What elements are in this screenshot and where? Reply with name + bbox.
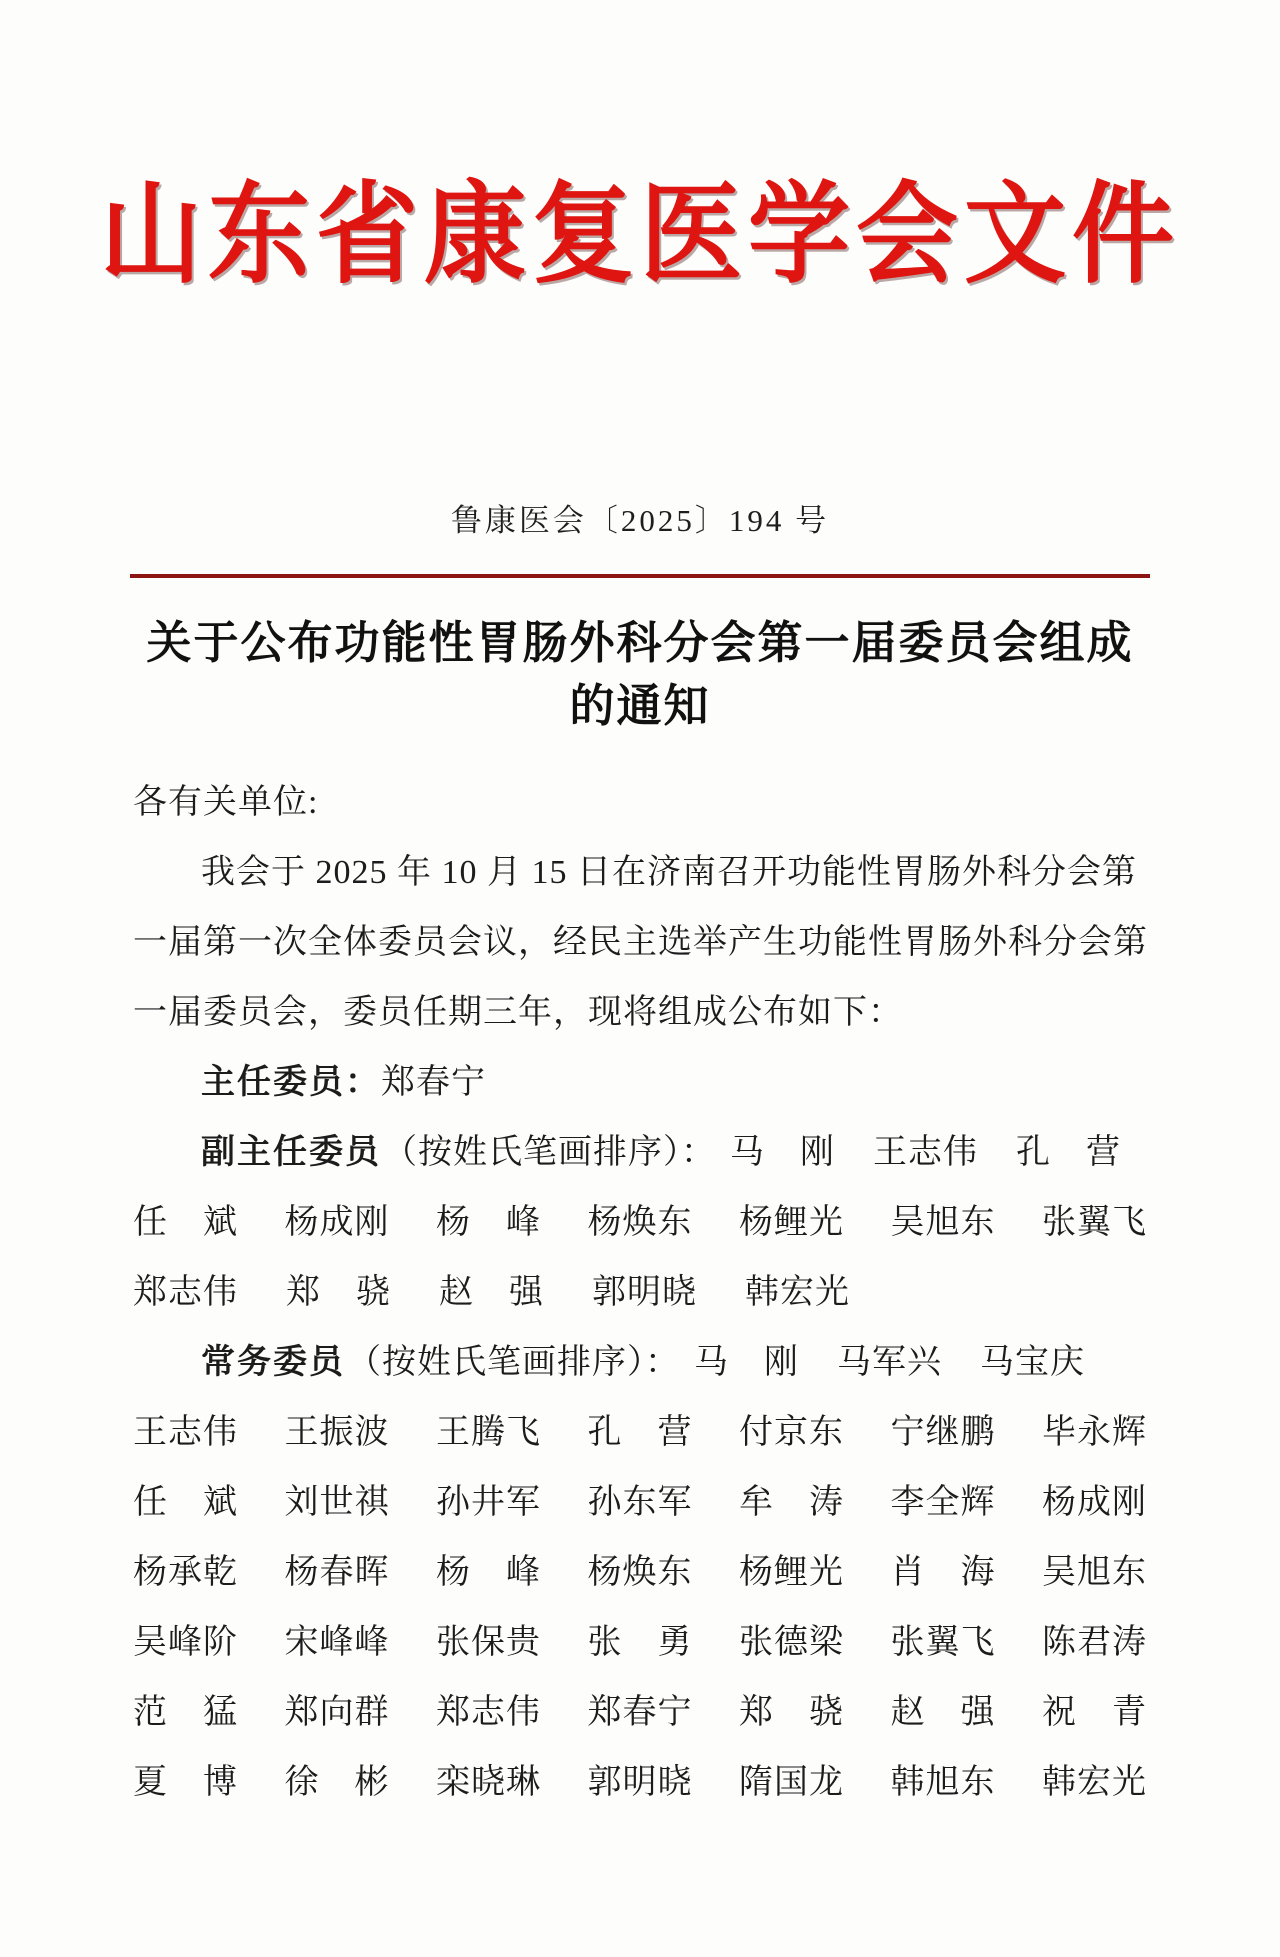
member-name: 吴峰阶 — [133, 1624, 238, 1661]
member-name: 韩宏光 — [745, 1274, 850, 1311]
member-name: 杨承乾 — [133, 1554, 238, 1591]
member-name: 杨焕东 — [587, 1554, 693, 1591]
chairman-name: 郑春宁 — [381, 1064, 486, 1101]
member-name: 夏 博 — [133, 1764, 238, 1801]
doc-title-line2: 的通知 — [569, 681, 711, 731]
doc-title-line1: 关于公布功能性胃肠外科分会第一届委员会组成 — [146, 618, 1134, 668]
member-name: 孙井军 — [436, 1484, 541, 1521]
member-name: 马 刚 — [694, 1344, 799, 1381]
standing-committee-label: 常务委员 — [201, 1344, 345, 1381]
member-name: 吴旭东 — [890, 1204, 996, 1241]
vice-chairmen-sort-note: （按姓氏笔画排序）： — [383, 1134, 716, 1171]
member-name: 杨鲤光 — [739, 1554, 844, 1591]
member-name: 杨春晖 — [284, 1554, 390, 1591]
vice-chairmen-header-line — [133, 1118, 1147, 1188]
member-name: 杨成刚 — [1042, 1484, 1147, 1521]
standing-committee-row-2 — [133, 1468, 1147, 1538]
member-name: 肖 海 — [890, 1554, 996, 1591]
paragraph-line-1: 我会于 2025 年 10 月 15 日在济南召开功能性胃肠外科分会第 — [201, 854, 1137, 891]
member-name: 宋峰峰 — [284, 1624, 390, 1661]
member-name: 刘世祺 — [284, 1484, 390, 1521]
member-name: 张翼飞 — [890, 1624, 996, 1661]
member-name: 马 刚 — [730, 1134, 835, 1171]
chairman-label: 主任委员： — [201, 1064, 381, 1101]
standing-committee-row-6 — [133, 1748, 1147, 1818]
member-name: 赵 强 — [439, 1274, 544, 1311]
member-name: 孔 营 — [1016, 1134, 1121, 1171]
member-name: 杨焕东 — [587, 1204, 693, 1241]
member-name: 杨鲤光 — [739, 1204, 844, 1241]
paragraph-line-3: 一届委员会，委员任期三年，现将组成公布如下： — [133, 994, 903, 1031]
member-name: 付京东 — [739, 1414, 844, 1451]
member-name: 隋国龙 — [739, 1764, 844, 1801]
standing-committee-first-names — [694, 1328, 1085, 1398]
standing-committee-row-1 — [133, 1398, 1147, 1468]
member-name: 韩宏光 — [1042, 1764, 1147, 1801]
member-name: 郑志伟 — [133, 1274, 238, 1311]
member-name: 韩旭东 — [890, 1764, 996, 1801]
member-name: 宁继鹏 — [890, 1414, 996, 1451]
salutation: 各有关单位: — [133, 784, 319, 821]
member-name: 马军兴 — [837, 1344, 942, 1381]
member-name: 牟 涛 — [739, 1484, 844, 1521]
member-name: 栾晓琳 — [436, 1764, 541, 1801]
vice-chairmen-label: 副主任委员 — [201, 1134, 381, 1171]
member-name: 张翼飞 — [1042, 1204, 1147, 1241]
member-name: 范 猛 — [133, 1694, 238, 1731]
member-name: 郭明晓 — [587, 1764, 693, 1801]
member-name: 毕永辉 — [1042, 1414, 1147, 1451]
member-name: 孔 营 — [587, 1414, 693, 1451]
member-name: 郑 骁 — [739, 1694, 844, 1731]
standing-committee-row-5 — [133, 1678, 1147, 1748]
member-name: 李全辉 — [890, 1484, 996, 1521]
member-name: 郑志伟 — [436, 1694, 541, 1731]
member-name: 王振波 — [284, 1414, 390, 1451]
member-name: 任 斌 — [133, 1204, 238, 1241]
vice-chairmen-first-names — [730, 1118, 1121, 1188]
member-name: 张 勇 — [587, 1624, 693, 1661]
member-name: 陈君涛 — [1042, 1624, 1147, 1661]
member-name: 吴旭东 — [1042, 1554, 1147, 1591]
doc-title — [0, 612, 1280, 738]
member-name: 孙东军 — [587, 1484, 693, 1521]
standing-committee-row-4 — [133, 1608, 1147, 1678]
vice-chairmen-row-2 — [133, 1258, 1147, 1328]
document-body — [133, 768, 1147, 1818]
member-name: 徐 彬 — [284, 1764, 390, 1801]
member-name: 郭明晓 — [592, 1274, 697, 1311]
vice-chairmen-row-1 — [133, 1188, 1147, 1258]
doc-number: 鲁康医会〔2025〕194 号 — [450, 503, 830, 538]
member-name: 郑春宁 — [587, 1694, 693, 1731]
member-name: 张德梁 — [739, 1624, 844, 1661]
member-name: 杨 峰 — [436, 1554, 541, 1591]
member-name: 马宝庆 — [980, 1344, 1085, 1381]
member-name: 张保贵 — [436, 1624, 541, 1661]
standing-committee-sort-note: （按姓氏笔画排序）： — [347, 1344, 680, 1381]
paragraph-line-2: 一届第一次全体委员会议，经民主选举产生功能性胃肠外科分会第 — [133, 924, 1148, 961]
member-name: 杨 峰 — [436, 1204, 541, 1241]
chairman-line — [133, 1048, 1147, 1118]
member-name: 郑向群 — [284, 1694, 390, 1731]
standing-committee-header-line — [133, 1328, 1147, 1398]
member-name: 王志伟 — [133, 1414, 238, 1451]
member-name: 杨成刚 — [284, 1204, 390, 1241]
member-name: 任 斌 — [133, 1484, 238, 1521]
member-name: 郑 骁 — [286, 1274, 391, 1311]
member-name: 祝 青 — [1042, 1694, 1147, 1731]
member-name: 王志伟 — [873, 1134, 978, 1171]
member-name: 王腾飞 — [436, 1414, 541, 1451]
red-divider-line — [130, 574, 1150, 578]
org-title: 山东省康复医学会文件 — [100, 175, 1180, 298]
standing-committee-row-3 — [133, 1538, 1147, 1608]
member-name: 赵 强 — [890, 1694, 996, 1731]
